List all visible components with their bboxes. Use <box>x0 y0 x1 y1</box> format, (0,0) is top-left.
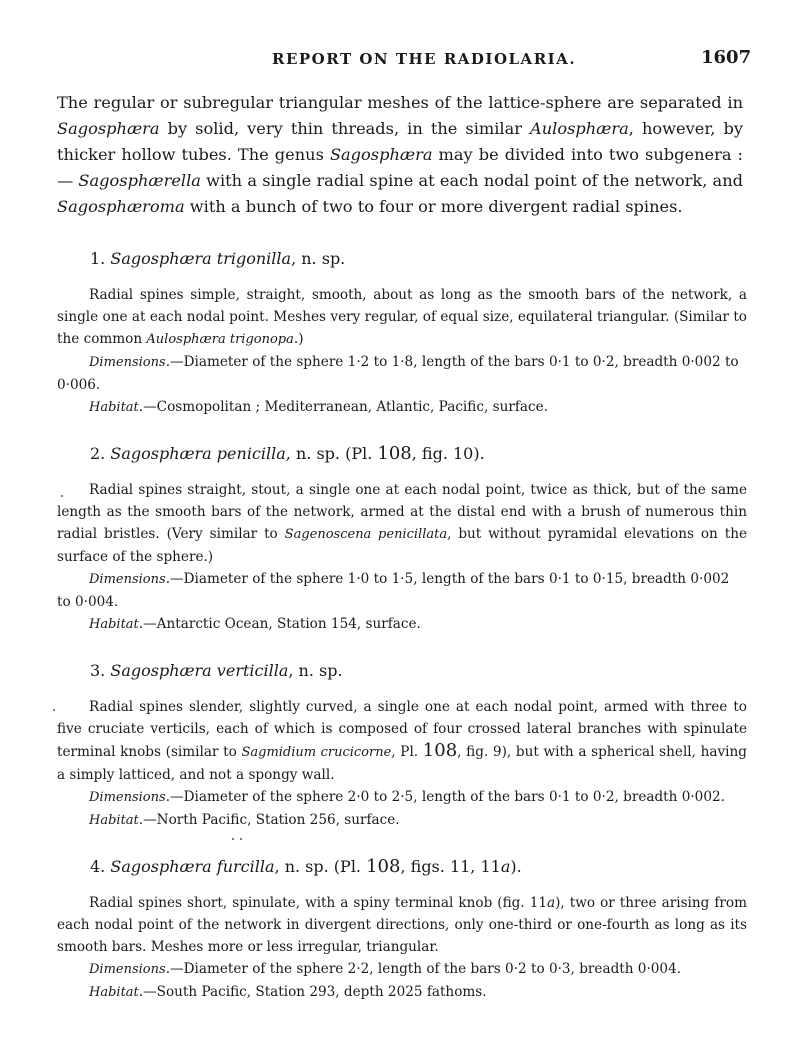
intro-paragraph: The regular or subregular triangular meshes of the lattice-sphere are separated in Sagosphæra by solid, very thin threads, in the similar Aulosphæra, however, by thicker hollow tubes. The genus Sagosphæra may be divided into two subgenera :— Sagosphærella with a single radial spine at each nodal point of the network, and Sagosphæroma with a bunch of two to four or more divergent radial spines. <box>57 93 743 216</box>
subgenus-name: Sagosphæroma <box>57 197 185 216</box>
species-heading: 2. Sagosphæra penicilla, n. sp. (Pl. 108, fig. 10). <box>90 443 485 464</box>
dimensions-line: Dimensions.—Diameter of the sphere 1·0 to 1·5, length of the bars 0·1 to 0·15, breadth 0·002 to 0·004. <box>57 571 730 610</box>
plate-number: 108 <box>422 740 458 761</box>
page-number: 1607 <box>701 47 752 68</box>
species-entry <box>57 248 747 419</box>
habitat-label: Habitat <box>89 617 139 632</box>
print-speck <box>53 709 55 711</box>
genus-name: Sagosphæra <box>329 145 433 164</box>
species-heading: 1. Sagosphæra trigonilla, n. sp. <box>90 249 346 268</box>
dimensions-line: Dimensions.—Diameter of the sphere 2·0 to 2·5, length of the bars 0·1 to 0·2, breadth 0·002. <box>89 789 725 805</box>
print-speck <box>232 838 234 840</box>
habitat-line: Habitat.—Antarctic Ocean, Station 154, surface. <box>89 616 421 632</box>
dimensions-label: Dimensions <box>89 572 166 587</box>
habitat-line: Habitat.—Cosmopolitan ; Mediterranean, Atlantic, Pacific, surface. <box>89 399 548 415</box>
species-description: Radial spines slender, slightly curved, a single one at each nodal point, armed with three to five cruciate verticils, each of which is composed of four crossed lateral branches with spinulate terminal knobs (similar to Sagmidium crucicorne, Pl. 108, fig. 9), but with a spherical shell, having a simply latticed, and not a spongy wall. <box>57 699 747 783</box>
species-description: Radial spines simple, straight, smooth, about as long as the smooth bars of the network, a single one at each nodal point. Meshes very regular, of equal size, equilateral triangular. (Similar to the common Aulosphæra trigonopa.) <box>57 287 747 347</box>
habitat-label: Habitat <box>89 400 139 415</box>
species-entry <box>57 660 747 832</box>
species-name: Sagosphæra trigonilla <box>110 249 292 268</box>
genus-name: Sagosphæra <box>57 119 160 138</box>
species-description: Radial spines short, spinulate, with a spiny terminal knob (fig. 11a), two or three arising from each nodal point of the network in divergent directions, only one-third or one-fourth as long as its smooth bars. Meshes more or less irregular, triangular. <box>57 895 747 955</box>
subgenus-name: Sagosphærella <box>78 171 201 190</box>
plate-number: 108 <box>366 856 401 877</box>
species-description: Radial spines straight, stout, a single one at each nodal point, twice as thick, but of the same length as the smooth bars of the network, armed at the distal end with a brush of numerous thin radial bristles. (Very similar to Sagenoscena penicillata, but without pyramidal elevations on the surface of the sphere.) <box>57 482 748 565</box>
habitat-label: Habitat <box>89 985 139 1000</box>
species-name: Sagosphæra verticilla <box>110 661 289 680</box>
species-name: Sagosphæra penicilla <box>110 444 286 463</box>
species-heading: 4. Sagosphæra furcilla, n. sp. (Pl. 108, figs. 11, 11a). <box>90 856 522 877</box>
species-entry <box>57 856 747 1004</box>
genus-name: Aulosphæra <box>530 119 629 138</box>
species-entry <box>57 443 747 636</box>
print-speck <box>61 495 63 497</box>
print-speck <box>240 838 242 840</box>
plate-number: 108 <box>377 443 412 464</box>
dimensions-label: Dimensions <box>89 790 166 805</box>
dimensions-label: Dimensions <box>89 355 166 370</box>
habitat-label: Habitat <box>89 813 139 828</box>
species-name: Sagosphæra furcilla <box>110 857 275 876</box>
dimensions-line: Dimensions.—Diameter of the sphere 1·2 to 1·8, length of the bars 0·1 to 0·2, breadth 0·002 to 0·006. <box>57 354 739 393</box>
species-heading: 3. Sagosphæra verticilla, n. sp. <box>90 661 343 680</box>
dimensions-label: Dimensions <box>89 962 166 977</box>
running-head <box>0 47 800 72</box>
habitat-line: Habitat.—North Pacific, Station 256, surface. <box>89 812 400 828</box>
habitat-line: Habitat.—South Pacific, Station 293, depth 2025 fathoms. <box>89 984 487 1000</box>
running-title: REPORT ON THE RADIOLARIA. <box>272 50 577 68</box>
dimensions-line: Dimensions.—Diameter of the sphere 2·2, length of the bars 0·2 to 0·3, breadth 0·004. <box>89 961 682 977</box>
